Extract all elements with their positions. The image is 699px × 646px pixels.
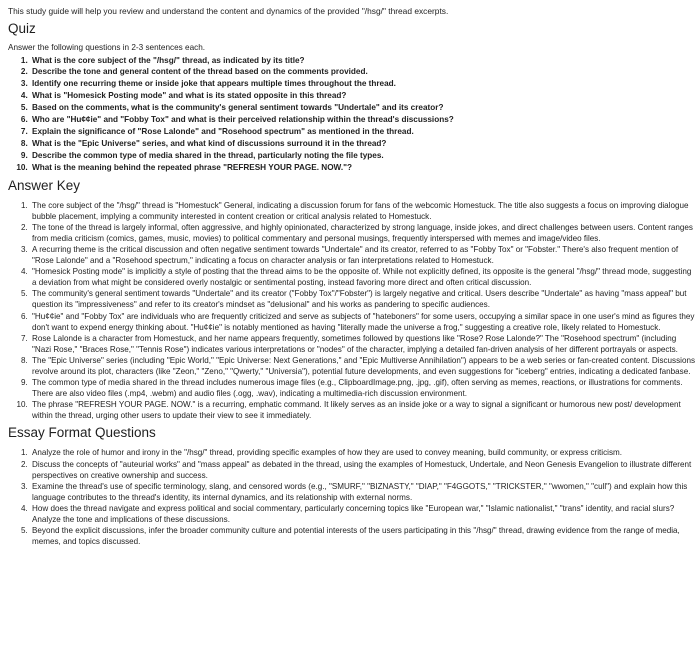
quiz-question: 9. Describe the common type of media shared in the thread, particularly noting the file types. bbox=[30, 150, 699, 162]
answer-item: 9. The common type of media shared in the thread includes numerous image files (e.g., ClipboardImage.png, .jpg, .gif), often serving as memes, reactions, or illustrations for comments. There are also video files (.mp4, .webm) and audio files (.ogg, .wav), indicating a multimedia-rich discussion environment. bbox=[30, 377, 699, 399]
answer-item: 10. The phrase "REFRESH YOUR PAGE. NOW." is a recurring, emphatic command. It likely serves as an inside joke or a way to signal a significant or humorous new post/ development within the thread, urging other users to update their view to see it immediately. bbox=[30, 399, 699, 421]
answer-key-section bbox=[8, 178, 699, 422]
essay-question: 4. How does the thread navigate and express political and social commentary, particularly concerning topics like "European war," "Islamic nationalist," "trans" identity, and racial slurs? Analyze the tone and implications of these discussions. bbox=[30, 503, 699, 525]
intro-text: This study guide will help you review and understand the content and dynamics of the provided "/hsg/" thread excerpts. bbox=[8, 6, 449, 16]
answer-key-heading: Answer Key bbox=[8, 177, 81, 193]
answer-item: 1. The core subject of the "/hsg/" thread is "Homestuck" General, indicating a discussion forum for fans of the webcomic Homestuck. The title also suggests a focus on improving dialogue bubble placement, implying a community interested in content creation or critical analysis related to Homestuck. bbox=[30, 200, 699, 222]
quiz-question: 2. Describe the tone and general content of the thread based on the comments provided. bbox=[30, 66, 699, 78]
quiz-question: 8. What is the "Epic Universe" series, and what kind of discussions surround it in the thread? bbox=[30, 138, 699, 150]
answer-list bbox=[8, 200, 699, 422]
answer-item: 2. The tone of the thread is largely informal, often aggressive, and highly opinionated, characterized by strong language, inside jokes, and direct challenges between users. Content ranges from media criticism (comics, games, music, movies) to political commentary and personal musings, frequently interspersed with memes and image/video files. bbox=[30, 222, 699, 244]
answer-item: 5. The community's general sentiment towards "Undertale" and its creator ("Fobby Tox"/"Fobster") is largely negative and critical. Users describe "Undertale" as having "mass appeal" but question its "impressiveness" and refer to its creator's mindset as "delusional" and his works as pandering to specific audiences. bbox=[30, 288, 699, 310]
quiz-question-list bbox=[8, 55, 699, 174]
quiz-section bbox=[8, 21, 699, 174]
essay-question-list bbox=[8, 447, 699, 547]
answer-item: 3. A recurring theme is the critical discussion and often negative sentiment towards "Undertale" and its creator, referred to as "Fobby Tox" or "Fobster." There's also frequent mention of "Rose Lalonde" and a "Rosehood spectrum," indicating a focus on character analysis or fan interpretations related to Homestuck. bbox=[30, 244, 699, 266]
quiz-question: 3. Identify one recurring theme or inside joke that appears multiple times throughout the thread. bbox=[30, 78, 699, 90]
quiz-question: 1. What is the core subject of the "/hsg/" thread, as indicated by its title? bbox=[30, 55, 699, 67]
quiz-instructions: Answer the following questions in 2-3 sentences each. bbox=[8, 43, 206, 52]
essay-question: 5. Beyond the explicit discussions, infer the broader community culture and potential interests of the users participating in this "/hsg/" thread, drawing evidence from the range of media, memes, and topics discussed. bbox=[30, 525, 699, 547]
quiz-question: 4. What is "Homesick Posting mode" and what is its stated opposite in this thread? bbox=[30, 90, 699, 102]
essay-heading: Essay Format Questions bbox=[8, 425, 156, 441]
answer-item: 7. Rose Lalonde is a character from Homestuck, and her name appears frequently, sometimes followed by questions like "Rose? Rose Lalonde?" The "Rosehood spectrum" (including "Nazi Rose," "Braces Rose," "Tennis Rose") indicates various interpretations or "nodes" of the character, implying a detailed fan-driven analysis of her different portrayals or aspects. bbox=[30, 333, 699, 355]
essay-question: 2. Discuss the concepts of "auteurial works" and "mass appeal" as debated in the thread, using the examples of Homestuck, Undertale, and Neon Genesis Evangelion to illustrate different perspectives on creative ownership and success. bbox=[30, 459, 699, 481]
answer-item: 6. "Hu¢¢ie" and "Fobby Tox" are individuals who are frequently criticized and serve as subjects of "hateboners" for some users, occupying a similar space in one user's mind as figures they don't want to expend energy thinking about. "Hu¢¢ie" is notably mentioned as having "literally made the universe a frog," suggesting a creative role, likely related to Homestuck. bbox=[30, 311, 699, 333]
essay-question: 1. Analyze the role of humor and irony in the "/hsg/" thread, providing specific examples of how they are used to convey meaning, build community, or express criticism. bbox=[30, 447, 699, 458]
quiz-question: 6. Who are "Hu¢¢ie" and "Fobby Tox" and what is their perceived relationship within the thread's discussions? bbox=[30, 114, 699, 126]
answer-item: 8. The "Epic Universe" series (including "Epic World," "Epic Universe: Next Generations," and "Epic Multiverse Annihilation") appears to be a web series or fan-created content. Discussions revolve around its plot, characters (like "Zeon," "Zeno," "Qwerty," "Universia"), potential future developments, and even suggestions for "iceberg" entries, indicating a dedicated fanbase. bbox=[30, 355, 699, 377]
quiz-question: 5. Based on the comments, what is the community's general sentiment towards "Undertale" and its creator? bbox=[30, 102, 699, 114]
essay-section bbox=[8, 425, 699, 547]
quiz-heading: Quiz bbox=[8, 21, 36, 36]
answer-item: 4. "Homesick Posting mode" is implicitly a style of posting that the thread aims to be the opposite of. While not explicitly defined, its opposite is the general "/hsg/" thread mode, suggesting a deviation from what might be considered overly nostalgic or sentimental posting, instead favoring more direct and often critical discussion. bbox=[30, 266, 699, 288]
essay-question: 3. Examine the thread's use of specific terminology, slang, and censored words (e.g., "SMURF," "BIZNASTY," "DIAP," "F4GGOTS," "TRICKSTER," "wwomen," "cull") and explain how this language contributes to the thread's identity, its internal dynamics, and its relationship with external norms. bbox=[30, 481, 699, 503]
quiz-question: 7. Explain the significance of "Rose Lalonde" and "Rosehood spectrum" as mentioned in the thread. bbox=[30, 126, 699, 138]
quiz-question: 10. What is the meaning behind the repeated phrase "REFRESH YOUR PAGE. NOW."? bbox=[30, 162, 699, 174]
